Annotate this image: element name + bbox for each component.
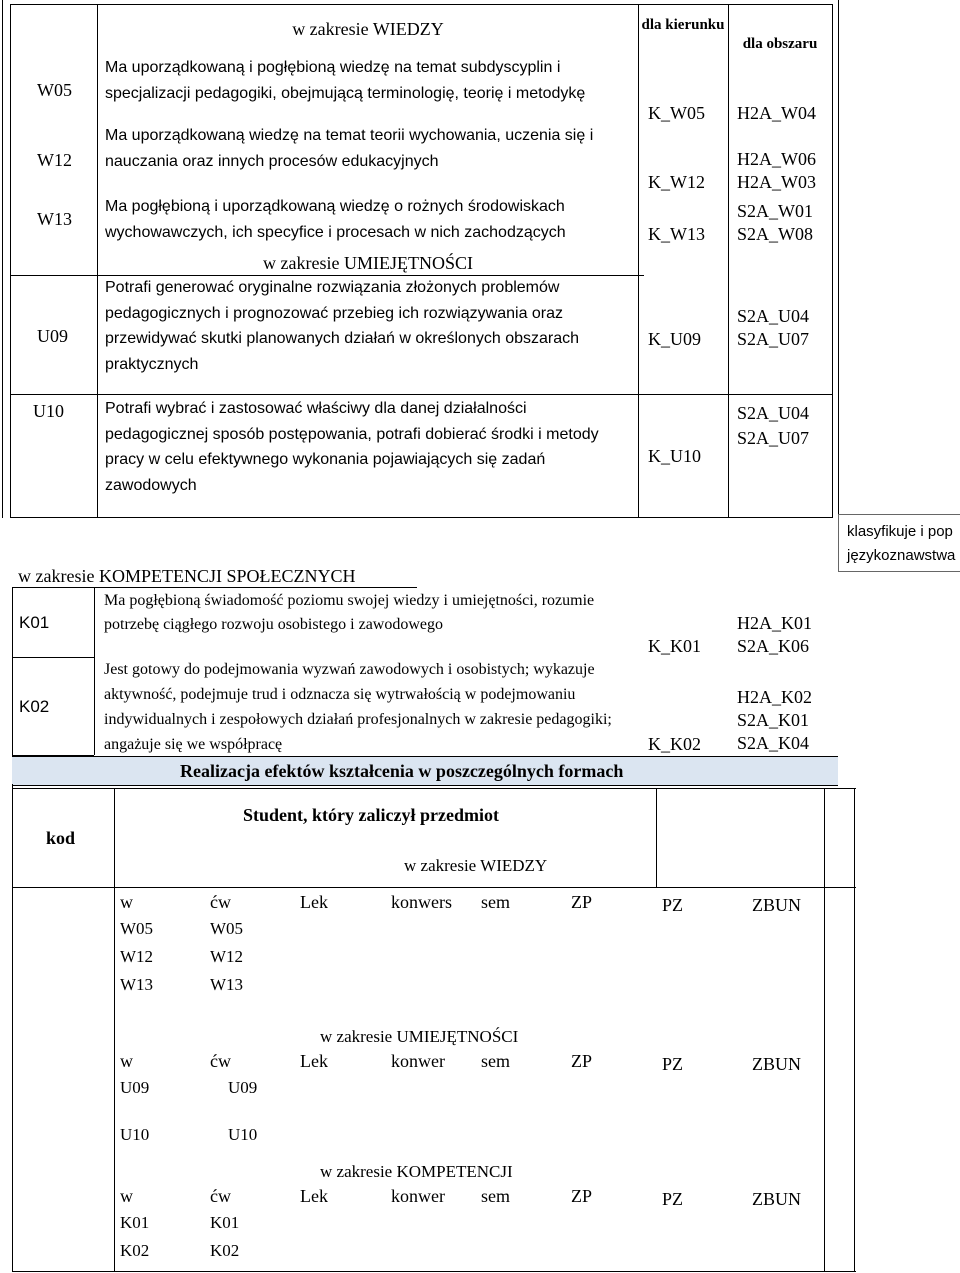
kierunek-w12: K_W12 bbox=[648, 172, 705, 192]
kierunek-u10: K_U10 bbox=[648, 446, 701, 466]
kierunek-w05: K_W05 bbox=[648, 103, 705, 123]
row-k01-w: K01 bbox=[120, 1213, 150, 1232]
col-w: w bbox=[120, 892, 133, 912]
row-w05-cw: W05 bbox=[210, 919, 244, 938]
section-title-umiejetnosci: w zakresie UMIEJĘTNOŚCI bbox=[320, 1027, 519, 1046]
section-title-kompetencje: w zakresie KOMPETENCJI bbox=[320, 1162, 513, 1181]
row-w12-w: W12 bbox=[120, 947, 154, 966]
code-k02: K02 bbox=[19, 697, 50, 716]
realizacja-title: Realizacja efektów kształcenia w poszczególnych formach bbox=[180, 761, 624, 781]
row-w12-cw: W12 bbox=[210, 947, 244, 966]
umiejetnosci-title: w zakresie UMIEJĘTNOŚCI bbox=[263, 253, 473, 273]
row-w13-cw: W13 bbox=[210, 975, 244, 994]
col-zbun: ZBUN bbox=[752, 895, 801, 915]
col-obszar-header: dla obszaru bbox=[742, 36, 818, 52]
outcome-text-w05: Ma uporządkowaną i pogłębioną wiedzę na temat subdyscyplin i specjalizacji pedagogiki, obejmującą terminologię, teorię i metodykę bbox=[105, 59, 586, 102]
outcome-text-k01: Ma pogłębioną świadomość poziomu swojej wiedzy i umiejętności, rozumie potrzebę ciągłego rozwoju osobistego i zawodowego bbox=[104, 592, 595, 633]
col-zp: ZP bbox=[571, 892, 593, 912]
col-kierunek-header: dla kierunku bbox=[641, 17, 725, 33]
obszar-u09-1: S2A_U04 bbox=[737, 306, 810, 326]
outcome-text-w13: Ma pogłębioną i uporządkowaną wiedzę o rożnych środowiskach wychowawczych, ich specyfice i procesach w nich zachodzących bbox=[105, 198, 566, 241]
row-k02-w: K02 bbox=[120, 1241, 150, 1260]
section-title-wiedza: w zakresie WIEDZY bbox=[404, 856, 548, 875]
code-u10: U10 bbox=[33, 401, 64, 421]
kierunek-u09: K_U09 bbox=[648, 329, 701, 349]
row-u10-w: U10 bbox=[120, 1125, 150, 1144]
col-sem: sem bbox=[481, 1186, 510, 1206]
code-w12: W12 bbox=[37, 150, 72, 170]
obszar-w13-2: S2A_W08 bbox=[737, 224, 813, 244]
col-cw: ćw bbox=[210, 1051, 231, 1071]
wiedza-title: w zakresie WIEDZY bbox=[292, 19, 444, 39]
row-w13-w: W13 bbox=[120, 975, 154, 994]
row-u09-w: U09 bbox=[120, 1078, 150, 1097]
code-k01: K01 bbox=[19, 613, 50, 632]
outcome-text-u10: Potrafi wybrać i zastosować właściwy dla danej działalności pedagogicznej sposób postępowania, potrafi dobierać środki i metody pracy w celu efektywnego wykonania pojawiających się zadań zawodowych bbox=[105, 400, 599, 494]
col-sem: sem bbox=[481, 892, 510, 912]
obszar-k01-2: S2A_K06 bbox=[737, 636, 810, 656]
col-cw: ćw bbox=[210, 1186, 231, 1206]
row-u10-cw: U10 bbox=[228, 1125, 258, 1144]
student-title: Student, który zaliczył przedmiot bbox=[243, 805, 499, 825]
obszar-k01-1: H2A_K01 bbox=[737, 613, 812, 633]
col-konwers: konwers bbox=[391, 892, 452, 912]
obszar-k02-3: S2A_K04 bbox=[737, 733, 810, 753]
obszar-w13-1: S2A_W01 bbox=[737, 201, 813, 221]
col-w: w bbox=[120, 1186, 133, 1206]
row-k02-cw: K02 bbox=[210, 1241, 240, 1260]
row-u09-cw: U09 bbox=[228, 1078, 258, 1097]
col-cw: ćw bbox=[210, 892, 231, 912]
obszar-w05: H2A_W04 bbox=[737, 103, 816, 123]
row-k01-cw: K01 bbox=[210, 1213, 240, 1232]
kompetencje-title: w zakresie KOMPETENCJI SPOŁECZNYCH bbox=[18, 566, 356, 586]
code-w13: W13 bbox=[37, 209, 72, 229]
side-note-line-1: klasyfikuje i pop bbox=[847, 523, 953, 540]
col-pz: PZ bbox=[662, 1189, 684, 1209]
obszar-w12-1: H2A_W06 bbox=[737, 149, 816, 169]
row-w05-w: W05 bbox=[120, 919, 154, 938]
obszar-u10-2: S2A_U07 bbox=[737, 428, 810, 448]
kierunek-k01: K_K01 bbox=[648, 636, 701, 656]
col-zp: ZP bbox=[571, 1186, 593, 1206]
col-pz: PZ bbox=[662, 895, 684, 915]
col-pz: PZ bbox=[662, 1054, 684, 1074]
col-w: w bbox=[120, 1051, 133, 1071]
col-zp: ZP bbox=[571, 1051, 593, 1071]
col-lek: Lek bbox=[300, 1051, 328, 1071]
col-konwer: konwer bbox=[391, 1186, 445, 1206]
col-lek: Lek bbox=[300, 1186, 328, 1206]
kierunek-k02: K_K02 bbox=[648, 734, 701, 754]
code-u09: U09 bbox=[37, 326, 68, 346]
kod-label: kod bbox=[46, 828, 76, 848]
side-note-box bbox=[838, 514, 960, 572]
col-zbun: ZBUN bbox=[752, 1189, 801, 1209]
col-sem: sem bbox=[481, 1051, 510, 1071]
outcome-text-w12: Ma uporządkowaną wiedzę na temat teorii wychowania, uczenia się i nauczania oraz innych procesów edukacyjnych bbox=[105, 127, 594, 170]
obszar-u09-2: S2A_U07 bbox=[737, 329, 810, 349]
realizacja-header-bar bbox=[12, 756, 838, 786]
col-zbun: ZBUN bbox=[752, 1054, 801, 1074]
kierunek-w13: K_W13 bbox=[648, 224, 705, 244]
col-lek: Lek bbox=[300, 892, 328, 912]
code-w05: W05 bbox=[37, 80, 72, 100]
side-note-line-2: językoznawstwa bbox=[847, 547, 956, 564]
outcome-text-u09: Potrafi generować oryginalne rozwiązania złożonych problemów pedagogicznych i prognozować przebieg ich rozwiązywania oraz przewidywać skutki planowanych działań w określonych obszarach praktycznych bbox=[105, 279, 580, 373]
col-konwer: konwer bbox=[391, 1051, 445, 1071]
outcome-text-k02: Jest gotowy do podejmowania wyzwań zawodowych i osobistych; wykazuje aktywność, podejmuje trud i odznacza się wytrwałością w podejmowaniu indywidualnych i zespołowych działań profesjonalnych w zakresie pedagogiki; angażuje się we współpracę bbox=[104, 661, 612, 753]
obszar-w12-2: H2A_W03 bbox=[737, 172, 816, 192]
obszar-u10-1: S2A_U04 bbox=[737, 403, 810, 423]
obszar-k02-1: H2A_K02 bbox=[737, 687, 812, 707]
obszar-k02-2: S2A_K01 bbox=[737, 710, 810, 730]
